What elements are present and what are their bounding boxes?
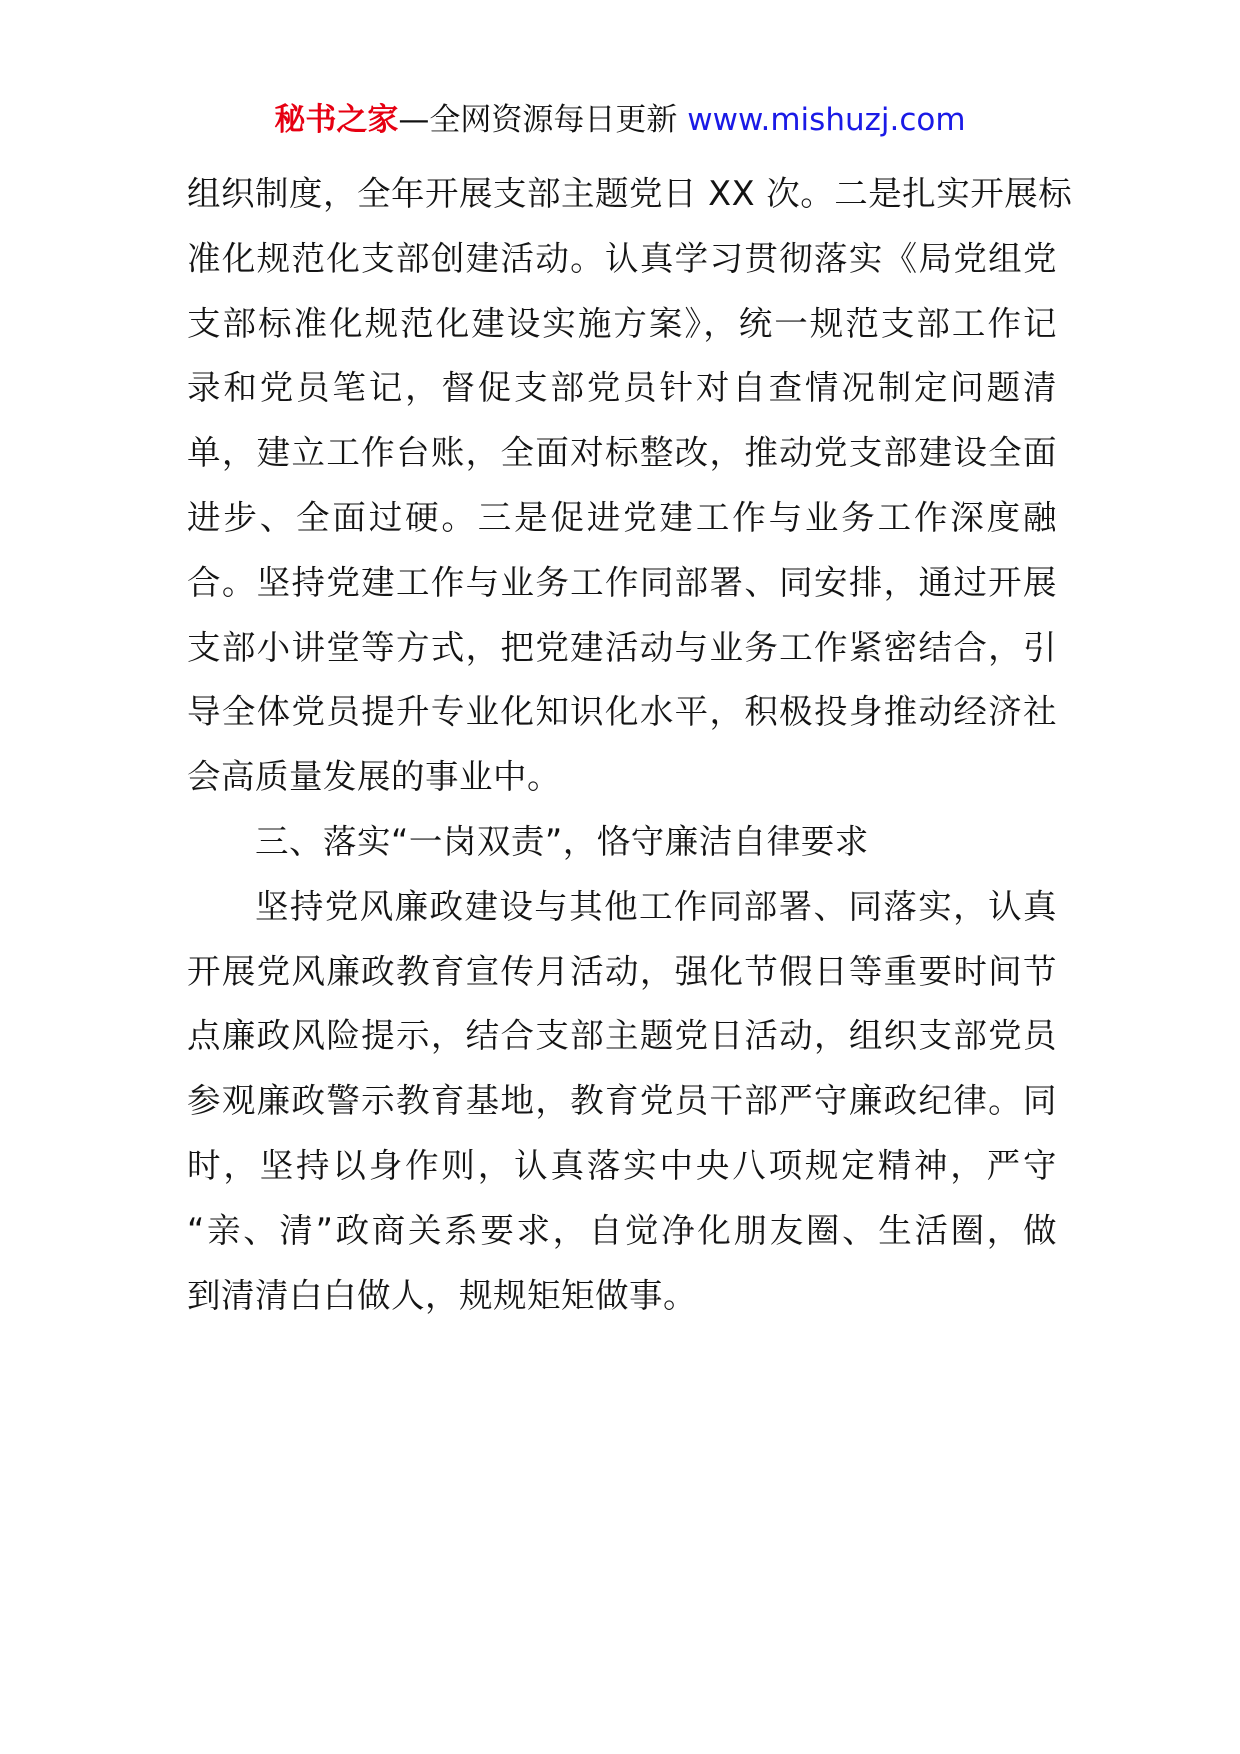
body-line: 开展党风廉政教育宣传月活动，强化节假日等重要时间节: [187, 951, 1057, 991]
body-line: 导全体党员提升专业化知识化水平，积极投身推动经济社: [187, 692, 1057, 732]
body-line: 单，建立工作台账，全面对标整改，推动党支部建设全面: [187, 433, 1057, 473]
document-body: [187, 162, 1073, 1328]
body-line: 点廉政风险提示，结合支部主题党日活动，组织支部党员: [187, 1016, 1057, 1056]
body-line: 录和党员笔记，督促支部党员针对自查情况制定问题清: [187, 368, 1057, 408]
body-line: 合。坚持党建工作与业务工作同部署、同安排，通过开展: [187, 562, 1057, 602]
body-line: 参观廉政警示教育基地，教育党员干部严守廉政纪律。同: [187, 1081, 1057, 1121]
page-header: [0, 100, 1240, 140]
body-line: 进步、全面过硬。三是促进党建工作与业务工作深度融: [187, 497, 1057, 537]
body-line: 支部小讲堂等方式，把党建活动与业务工作紧密结合，引: [187, 627, 1057, 667]
body-line: 组织制度，全年开展支部主题党日 XX 次。二是扎实开展标: [187, 174, 1073, 213]
body-line: 会高质量发展的事业中。: [187, 757, 561, 797]
body-line: 坚持党风廉政建设与其他工作同部署、同落实，认真: [255, 886, 1057, 926]
section-heading: 三、落实“一岗双责”，恪守廉洁自律要求: [255, 821, 869, 861]
header-url[interactable]: www.mishuzj.com: [687, 102, 966, 138]
header-brand: 秘书之家: [274, 102, 399, 138]
body-line: 准化规范化支部创建活动。认真学习贯彻落实《局党组党: [187, 238, 1057, 278]
body-line: “亲、清”政商关系要求，自觉净化朋友圈、生活圈，做: [187, 1210, 1057, 1250]
body-line: 时，坚持以身作则，认真落实中央八项规定精神，严守: [187, 1145, 1057, 1185]
header-slogan: —全网资源每日更新: [398, 102, 688, 138]
body-line: 支部标准化规范化建设实施方案》，统一规范支部工作记: [187, 303, 1057, 343]
body-line: 到清清白白做人，规规矩矩做事。: [187, 1275, 697, 1315]
